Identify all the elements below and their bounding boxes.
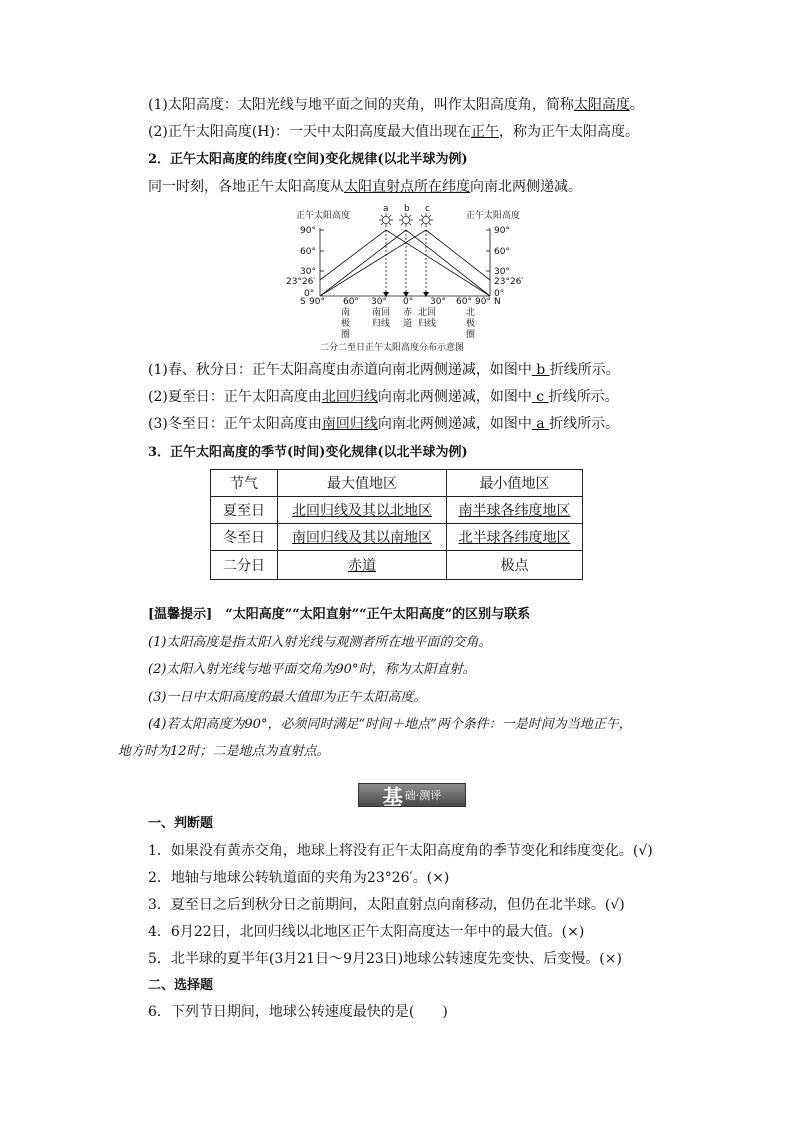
sun-icon-b [399, 213, 413, 227]
cell-min: 南半球各纬度地区 [447, 497, 583, 524]
definition-solar-altitude: (1)太阳高度：太阳光线与地平面之间的夹角，叫作太阳高度角，简称太阳高度。 [148, 97, 644, 113]
question-5: 5．北半球的夏半年(3月21日～9月23日)地球公转速度先变快、后变慢。(×) [148, 951, 622, 967]
zone-antarctic-3: 圈 [341, 330, 351, 340]
sun-label-a: a [383, 204, 389, 214]
tip-point-2: (2)太阳入射光线与地平面交角为90°时，称为太阳直射。 [148, 662, 476, 677]
cell-min: 北半球各纬度地区 [447, 524, 583, 551]
sun-icon-c [419, 213, 433, 227]
left-tick-2326: 23°26′ [286, 277, 316, 287]
tip-title: [温馨提示] “太阳高度”“太阳直射”“正午太阳高度”的区别与联系 [148, 607, 531, 622]
right-tick-90: 90° [494, 226, 510, 236]
curve-c [320, 230, 490, 296]
summer-rule: (2)夏至日：正午太阳高度由北回归线向南北两侧递减，如图中 c 折线所示。 [148, 389, 619, 405]
zone-cancer-2: 归线 [418, 319, 437, 329]
right-tick-2326: 23°26′ [494, 277, 524, 287]
section-3-title: 3．正午太阳高度的季节(时间)变化规律(以北半球为例) [148, 445, 468, 460]
axis-end-s: S [300, 297, 306, 307]
right-tick-0: 0° [494, 289, 505, 299]
tip-point-4-cont: 地方时为12时；二是地点为直射点。 [118, 744, 330, 759]
x-tick-n60: 60° [456, 297, 472, 307]
banner-big-char: 基 [382, 784, 403, 809]
answer-b: b [531, 362, 550, 378]
zone-antarctic-1: 南 [341, 308, 351, 318]
answer-a: a [531, 416, 550, 432]
part-1-heading: 一、判断题 [148, 816, 214, 831]
right-tick-60: 60° [494, 247, 510, 257]
latitude-rule: 同一时刻，各地正午太阳高度从太阳直射点所在纬度向南北两侧递减。 [148, 179, 582, 195]
table-row [211, 497, 583, 524]
zone-equator-1: 赤 [403, 308, 413, 318]
term-noon: 正午 [470, 124, 499, 140]
left-tick-90: 90° [300, 226, 316, 236]
left-tick-0: 0° [304, 289, 315, 299]
curve-b [320, 230, 490, 296]
header-max-region: 最大值地区 [278, 470, 447, 497]
zone-antarctic-2: 极 [341, 319, 351, 329]
right-axis-title: 正午太阳高度 [466, 211, 521, 221]
axis-end-n: N [494, 297, 501, 307]
noon-altitude-diagram [280, 200, 524, 355]
left-tick-60: 60° [300, 247, 316, 257]
x-tick-s60: 60° [343, 297, 359, 307]
seasonal-table [210, 469, 583, 580]
question-2: 2．地轴与地球公转轨道面的夹角为23°26′。(×) [148, 870, 450, 886]
table-header-row [211, 470, 583, 497]
zone-arctic-2: 极 [466, 319, 476, 329]
zone-cancer-1: 北回 [418, 308, 437, 318]
zone-arctic-3: 圈 [466, 330, 476, 340]
diagram-caption: 二分二至日正午太阳高度分布示意图 [320, 343, 465, 353]
question-1: 1．如果没有黄赤交角，地球上将没有正午太阳高度角的季节变化和纬度变化。(√) [148, 843, 653, 859]
tip-point-1: (1)太阳高度是指太阳入射光线与观测者所在地平面的交角。 [148, 635, 492, 650]
term-capricorn: 南回归线 [321, 416, 378, 432]
x-tick-s90: 90° [309, 297, 325, 307]
definition-noon-altitude: (2)正午太阳高度(H)：一天中太阳高度最大值出现在正午，称为正午太阳高度。 [148, 124, 639, 140]
left-tick-30: 30° [300, 267, 316, 277]
right-tick-30: 30° [494, 267, 510, 277]
sun-label-c: c [425, 204, 430, 214]
section-banner [358, 783, 466, 807]
x-tick-0: 0° [403, 297, 414, 307]
zone-capricorn-2: 归线 [372, 319, 391, 329]
zone-capricorn-1: 南回 [372, 308, 391, 318]
term-cancer: 北回归线 [321, 389, 378, 405]
sun-label-b: b [404, 204, 410, 214]
x-tick-s30: 30° [371, 297, 387, 307]
cell-max: 赤道 [278, 551, 447, 580]
term-solar-altitude: 太阳高度 [573, 97, 630, 113]
sun-icon-a [379, 213, 393, 227]
header-solar-term: 节气 [211, 470, 278, 497]
question-4: 4．6月22日，北回归线以北地区正午太阳高度达一年中的最大值。(×) [148, 924, 585, 940]
cell-max: 北回归线及其以北地区 [278, 497, 447, 524]
term-subsolar-latitude: 太阳直射点所在纬度 [344, 179, 470, 195]
equinox-rule: (1)春、秋分日：正午太阳高度由赤道向南北两侧递减，如图中 b 折线所示。 [148, 362, 620, 378]
answer-c: c [531, 389, 549, 405]
table-row [211, 551, 583, 580]
zone-equator-2: 道 [403, 319, 413, 329]
x-tick-n30: 30° [430, 297, 446, 307]
winter-rule: (3)冬至日：正午太阳高度由南回归线向南北两侧递减，如图中 a 折线所示。 [148, 416, 620, 432]
cell-term: 二分日 [211, 551, 278, 580]
left-axis-title: 正午太阳高度 [296, 211, 351, 221]
banner-text: 础·测评 [404, 789, 442, 802]
part-2-heading: 二、选择题 [148, 978, 214, 993]
tip-point-3: (3)一日中太阳高度的最大值即为正午太阳高度。 [148, 690, 427, 705]
question-6: 6．下列节日期间，地球公转速度最快的是( ) [148, 1004, 448, 1020]
table-row [211, 524, 583, 551]
header-min-region: 最小值地区 [447, 470, 583, 497]
cell-term: 冬至日 [211, 524, 278, 551]
cell-max: 南回归线及其以南地区 [278, 524, 447, 551]
question-3: 3．夏至日之后到秋分日之前期间，太阳直射点向南移动，但仍在北半球。(√) [148, 897, 625, 913]
cell-min: 极点 [447, 551, 583, 580]
zone-arctic-1: 北 [466, 308, 476, 318]
section-2-title: 2．正午太阳高度的纬度(空间)变化规律(以北半球为例) [148, 152, 468, 167]
x-tick-n90: 90° [475, 297, 491, 307]
cell-term: 夏至日 [211, 497, 278, 524]
curve-a [320, 230, 490, 296]
tip-point-4: (4)若太阳高度为90°，必须同时满足“时间＋地点”两个条件：一是时间为当地正午， [148, 717, 632, 732]
